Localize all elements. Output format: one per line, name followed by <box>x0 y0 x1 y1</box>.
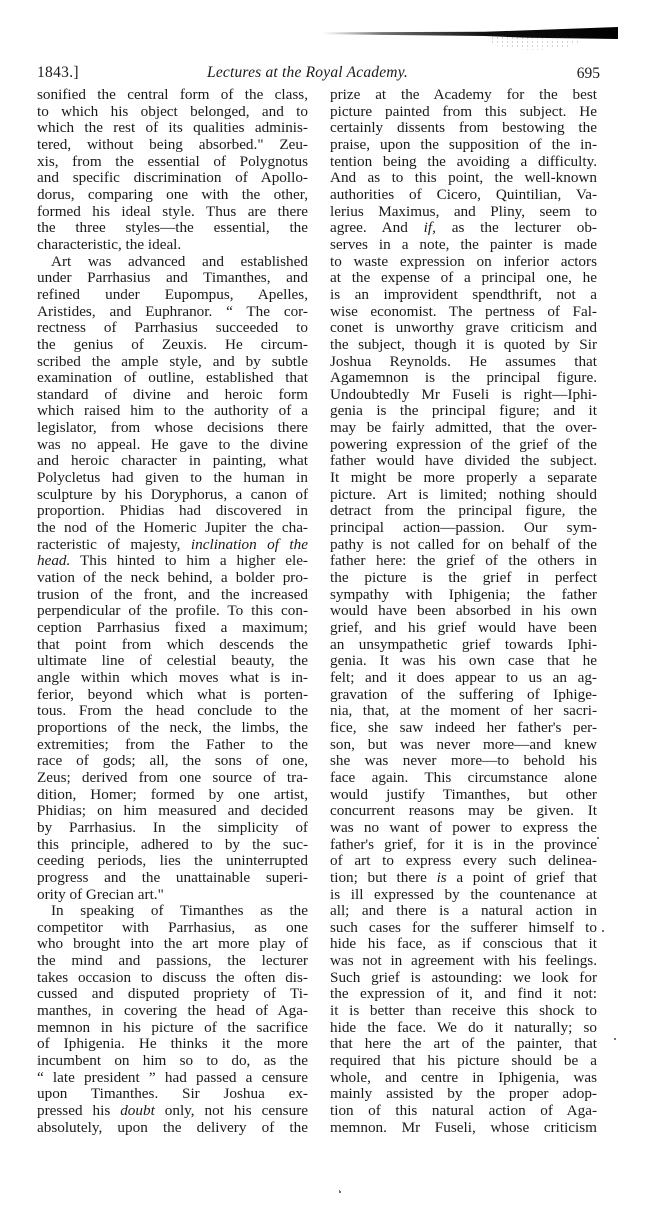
text-line: father would have divided the subject. <box>330 452 597 470</box>
text-line: hide his face, as if conscious that it <box>330 935 597 953</box>
text-line: vation of the neck behind, a bolder pro- <box>37 569 308 587</box>
text-segment: a point of grief that <box>446 868 598 886</box>
text-line: praise, upon the supposition of the in- <box>330 135 597 153</box>
scan-speck <box>602 930 604 932</box>
text-line: tion of this natural action of Aga- <box>330 1102 597 1120</box>
text-line: conet is unworthy grave criticism and <box>330 319 597 337</box>
text-line: to which his object belonged, and to <box>37 102 308 120</box>
italic-emphasis: if, <box>423 219 436 237</box>
text-line: tered, without being absorbed." Zeu- <box>37 135 308 153</box>
text-line: Such grief is astounding: we look for <box>330 968 597 986</box>
text-line: face again. This circumstance alone <box>330 768 597 786</box>
text-line: extremities; from the Father to the <box>37 735 308 753</box>
text-line: fice, she saw indeed her father's per- <box>330 718 597 736</box>
text-line: cussed and disputed propriety of Ti- <box>37 985 308 1003</box>
running-head <box>37 64 600 84</box>
text-line: progress and the unattainable superi- <box>37 868 308 886</box>
text-line: dorus, comparing one with the other, <box>37 185 308 203</box>
text-line: it is better than receive this shock to <box>330 1002 597 1020</box>
text-line: would justify Timanthes, but other <box>330 785 597 803</box>
running-head-title: Lectures at the Royal Academy. <box>207 64 408 81</box>
text-line <box>330 220 597 237</box>
text-line: nia, that, at the moment of her sacri- <box>330 702 597 720</box>
text-line: all; and there is a natural action in <box>330 902 597 920</box>
text-line: genia is the principal figure; and it <box>330 402 597 420</box>
text-line: mainly assisted by the proper adop- <box>330 1085 597 1103</box>
text-line: genia. It was his own case that he <box>330 652 597 670</box>
text-line: is an improvident spendthrift, not a <box>330 285 597 303</box>
text-line: is ill expressed by the countenance at <box>330 885 597 903</box>
text-line: xis, from the essential of Polygnotus <box>37 152 308 170</box>
scan-speck <box>339 1190 340 1191</box>
text-line: competitor with Parrhasius, as one <box>37 918 308 936</box>
text-line: picture. Art is limited; nothing should <box>330 485 597 503</box>
text-line: the three styles—the essential, the <box>37 219 308 237</box>
text-line: Phidias; on him measured and decided <box>37 802 308 820</box>
text-line: which raised him to the authority of a <box>37 402 308 420</box>
text-line: certainly dissents from bestowing the <box>330 119 597 137</box>
text-line: that here the art of the painter, that <box>330 1035 597 1053</box>
text-segment: as the lecturer ob- <box>435 219 597 237</box>
text-line: whole, and centre in Iphigenia, was <box>330 1068 597 1086</box>
text-line: the mind and passions, the lecturer <box>37 952 308 970</box>
text-line: tention being the avoiding a difficulty. <box>330 152 597 170</box>
text-line: of art to express every such delinea- <box>330 852 597 870</box>
text-line: father here: the grief of the others in <box>330 552 597 570</box>
text-line: legislator, from whose decisions there <box>37 419 308 437</box>
text-line: by Parrhasius. In the simplicity of <box>37 818 308 836</box>
text-line: tous. From the head conclude to the <box>37 702 308 720</box>
text-segment: only, not his censure <box>154 1102 308 1120</box>
text-line: formed his ideal style. Thus are there <box>37 202 308 220</box>
text-line: Zeus; derived from one source of tra- <box>37 768 308 786</box>
page-number: 695 <box>576 65 600 82</box>
text-segment: tion; but there <box>330 868 437 886</box>
text-line: the expression of it, and find it not: <box>330 985 597 1003</box>
text-line: picture painted from this subject. He <box>330 102 597 120</box>
running-head-year: 1843.] <box>37 64 79 81</box>
text-line: she was never more—to behold his <box>330 752 597 770</box>
text-segment: pressed his <box>37 1102 121 1120</box>
text-line: sonified the central form of the class, <box>37 86 308 103</box>
text-line <box>330 870 597 887</box>
text-line: such cases for the sufferer himself to <box>330 918 597 936</box>
text-line: perpendicular of the profile. To this con- <box>37 602 308 620</box>
text-line: In speaking of Timanthes as the <box>51 902 308 920</box>
text-line: refined under Eupompus, Apelles, <box>37 285 308 303</box>
text-line: may be fairly admitted, that the over- <box>330 419 597 437</box>
text-line: was no want of power to express the <box>330 818 597 836</box>
text-line: manthes, in covering the head of Aga- <box>37 1002 308 1020</box>
text-line: at the expense of a principal one, he <box>330 269 597 287</box>
text-line: hide the face. We do it naturally; so <box>330 1018 597 1036</box>
text-line: upon Timanthes. Sir Joshua ex- <box>37 1085 308 1103</box>
text-line: grief, and his grief would have been <box>330 619 597 636</box>
text-line: ultimate line of celestial beauty, the <box>37 652 308 670</box>
text-line: ority of Grecian art." <box>37 885 164 903</box>
text-line: that point from which descends the <box>37 635 308 653</box>
text-line: would have been absorbed in his own <box>330 602 597 620</box>
text-line: son, but was never more—and knew <box>330 735 597 753</box>
italic-emphasis: head. <box>37 552 71 570</box>
text-line: this principle, adhered to by the suc- <box>37 835 308 853</box>
italic-emphasis: inclination of the <box>190 535 308 553</box>
text-line: was not in agreement with his feelings. <box>330 952 597 970</box>
text-line: powering expression of the grief of the <box>330 435 597 453</box>
text-line: and specific discrimination of Apollo- <box>37 169 308 187</box>
text-line: Joshua Reynolds. He assumes that <box>330 352 597 370</box>
text-line <box>37 1103 308 1120</box>
text-line: incumbent on him so to do, as the <box>37 1052 308 1070</box>
text-line: “ late president ” had passed a censure <box>37 1068 308 1086</box>
text-line: the genius of Zeuxis. He circum- <box>37 335 308 353</box>
scan-speck <box>339 1191 341 1193</box>
text-line: ferior, beyond which what is porten- <box>37 685 308 703</box>
text-line: ception Parrhasius fixed a maximum; <box>37 619 308 636</box>
text-line: an unsympathetic grief towards Iphi- <box>330 635 597 653</box>
text-line: felt; and it does appear to us an ag- <box>330 668 597 686</box>
right-text-column <box>330 87 597 1136</box>
text-line: authorities of Cicero, Quintilian, Va- <box>330 185 597 203</box>
text-line: Undoubtedly Mr Fuseli is right—Iphi- <box>330 385 597 403</box>
text-line: And as to this point, the well-known <box>330 169 597 187</box>
text-line: examination of outline, established that <box>37 369 308 387</box>
text-line: to waste expression on inferior actors <box>330 252 597 270</box>
text-line: rectness of Parrhasius succeeded to <box>37 319 308 337</box>
text-line <box>37 537 308 554</box>
text-segment: This hinted to him a higher ele- <box>70 552 308 570</box>
italic-emphasis: doubt <box>120 1102 155 1120</box>
text-line: concurrent reasons may be given. It <box>330 802 597 820</box>
scan-speck <box>597 837 599 839</box>
text-line: pathy is not called for on behalf of the <box>330 535 597 553</box>
text-line: Art was advanced and established <box>51 252 308 270</box>
text-line: of Iphigenia. He thinks it the more <box>37 1035 308 1053</box>
text-line: memnon in his picture of the sacrifice <box>37 1018 308 1036</box>
text-line: was no appeal. He gave to the divine <box>37 435 308 453</box>
italic-emphasis: is <box>436 868 447 886</box>
text-line: proportions of the neck, the limbs, the <box>37 718 308 736</box>
left-text-column <box>37 87 308 1136</box>
scan-smudge-dots <box>490 36 580 56</box>
text-line: sculpture by his Doryphorus, a canon of <box>37 485 308 503</box>
text-line: memnon. Mr Fuseli, whose criticism <box>330 1118 597 1136</box>
text-line: scribed the ample style, and by subtle <box>37 352 308 370</box>
text-line: angle within which moves what is in- <box>37 668 308 686</box>
text-line: sympathy with Iphigenia; the father <box>330 585 597 603</box>
text-line: serves in a note, the painter is made <box>330 235 597 253</box>
text-line: It might be more properly a separate <box>330 469 597 487</box>
text-line: principal action—passion. Our sym- <box>330 519 597 537</box>
text-segment: agree. And <box>330 219 424 237</box>
text-line: the nod of the Homeric Jupiter the cha- <box>37 519 308 537</box>
text-segment: racteristic of majesty, <box>37 535 191 553</box>
text-line: trusion of the front, and the increased <box>37 585 308 603</box>
text-line: proportion. Phidias had discovered in <box>37 502 308 520</box>
text-line: takes occasion to discuss the often dis- <box>37 968 308 986</box>
text-line: race of gods; all, the sons of one, <box>37 752 308 770</box>
text-line: detract from the principal figure, the <box>330 502 597 520</box>
text-line: under Parrhasius and Timanthes, and <box>37 269 308 287</box>
text-line: characteristic, the ideal. <box>37 235 182 253</box>
text-line: standard of divine and heroic form <box>37 385 308 403</box>
text-line: Aristides, and Euphranor. “ The cor- <box>37 302 308 320</box>
text-line: Polycletus had given to the human in <box>37 469 308 487</box>
text-line: required that his picture should be a <box>330 1052 597 1070</box>
text-line: father's grief, for it is in the province <box>330 835 597 853</box>
text-line: which the rest of its qualities adminis- <box>37 119 308 137</box>
text-line: the subject, though it is quoted by Sir <box>330 335 597 353</box>
text-line: wise economist. The pertness of Fal- <box>330 302 597 320</box>
text-line: prize at the Academy for the best <box>330 86 597 103</box>
text-line: the picture is the grief in perfect <box>330 569 597 587</box>
text-line: gravation of the suffering of Iphige- <box>330 685 597 703</box>
text-line: ceeding periods, lies the uninterrupted <box>37 852 308 870</box>
text-line: and heroic character in painting, what <box>37 452 308 470</box>
text-line: who brought into the art more play of <box>37 935 308 953</box>
text-line: lerius Maximus, and Pliny, seem to <box>330 202 597 220</box>
text-line: dition, Homer; formed by one artist, <box>37 785 308 803</box>
text-line: absolutely, upon the delivery of the <box>37 1118 308 1136</box>
scan-speck <box>614 1038 616 1040</box>
text-line: Agamemnon is the principal figure. <box>330 369 597 387</box>
text-line <box>37 553 308 570</box>
